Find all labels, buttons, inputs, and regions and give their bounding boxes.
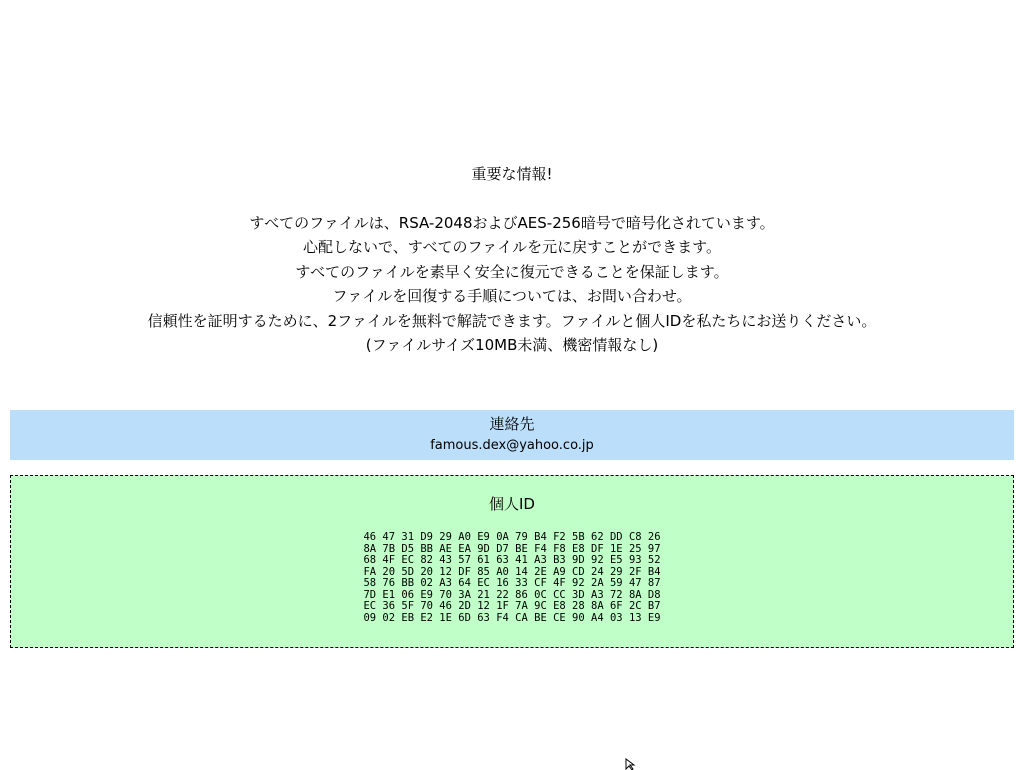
message-line: すべてのファイルは、RSA-2048およびAES-256暗号で暗号化されています。 bbox=[249, 213, 775, 232]
message-line: ファイルを回復する手順については、お問い合わせ。 bbox=[332, 287, 692, 305]
hex-line: 58 76 BB 02 A3 64 EC 16 33 CF 4F 92 2A 59 47 87 bbox=[363, 577, 661, 589]
hex-line: 68 4F EC 82 43 57 61 63 41 A3 B3 9D 92 E5 93 52 bbox=[363, 554, 661, 566]
hex-line: 8A 7B D5 BB AE EA 9D D7 BE F4 F8 E8 DF 1E 25 97 bbox=[363, 542, 661, 555]
hex-line: EC 36 5F 70 46 2D 12 1F 7A 9C E8 28 8A 6F 2C B7 bbox=[363, 600, 661, 612]
message-title: 重要な情報! bbox=[471, 165, 553, 183]
mouse-cursor-icon bbox=[625, 758, 637, 770]
message-line: 信頼性を証明するために、2ファイルを無料で解読できます。ファイルと個人IDを私たちにお送りください。 bbox=[147, 311, 877, 330]
message-line: (ファイルサイズ10MB未満、機密情報なし) bbox=[365, 336, 659, 354]
personal-id-hex bbox=[11, 532, 1013, 624]
message-line: すべてのファイルを素早く安全に復元できることを保証します。 bbox=[295, 262, 729, 281]
contact-heading: 連絡先 bbox=[489, 415, 535, 433]
ransom-message bbox=[0, 162, 1024, 358]
hex-line: 09 02 EB E2 1E 6D 63 F4 CA BE CE 90 A4 03 13 E9 bbox=[363, 611, 661, 624]
hex-line: 7D E1 06 E9 70 3A 21 22 86 0C CC 3D A3 72 8A D8 bbox=[363, 588, 661, 601]
hex-line: FA 20 5D 20 12 DF 85 A0 14 2E A9 CD 24 29 2F B4 bbox=[363, 565, 661, 578]
contact-section bbox=[10, 410, 1014, 460]
hex-line: 46 47 31 D9 29 A0 E9 0A 79 B4 F2 5B 62 DD C8 26 bbox=[363, 531, 661, 543]
contact-email[interactable]: famous.dex@yahoo.co.jp bbox=[430, 438, 594, 453]
personal-id-section bbox=[10, 475, 1014, 648]
personal-id-heading: 個人ID bbox=[489, 495, 535, 513]
message-line: 心配しないで、すべてのファイルを元に戻すことができます。 bbox=[303, 238, 721, 256]
